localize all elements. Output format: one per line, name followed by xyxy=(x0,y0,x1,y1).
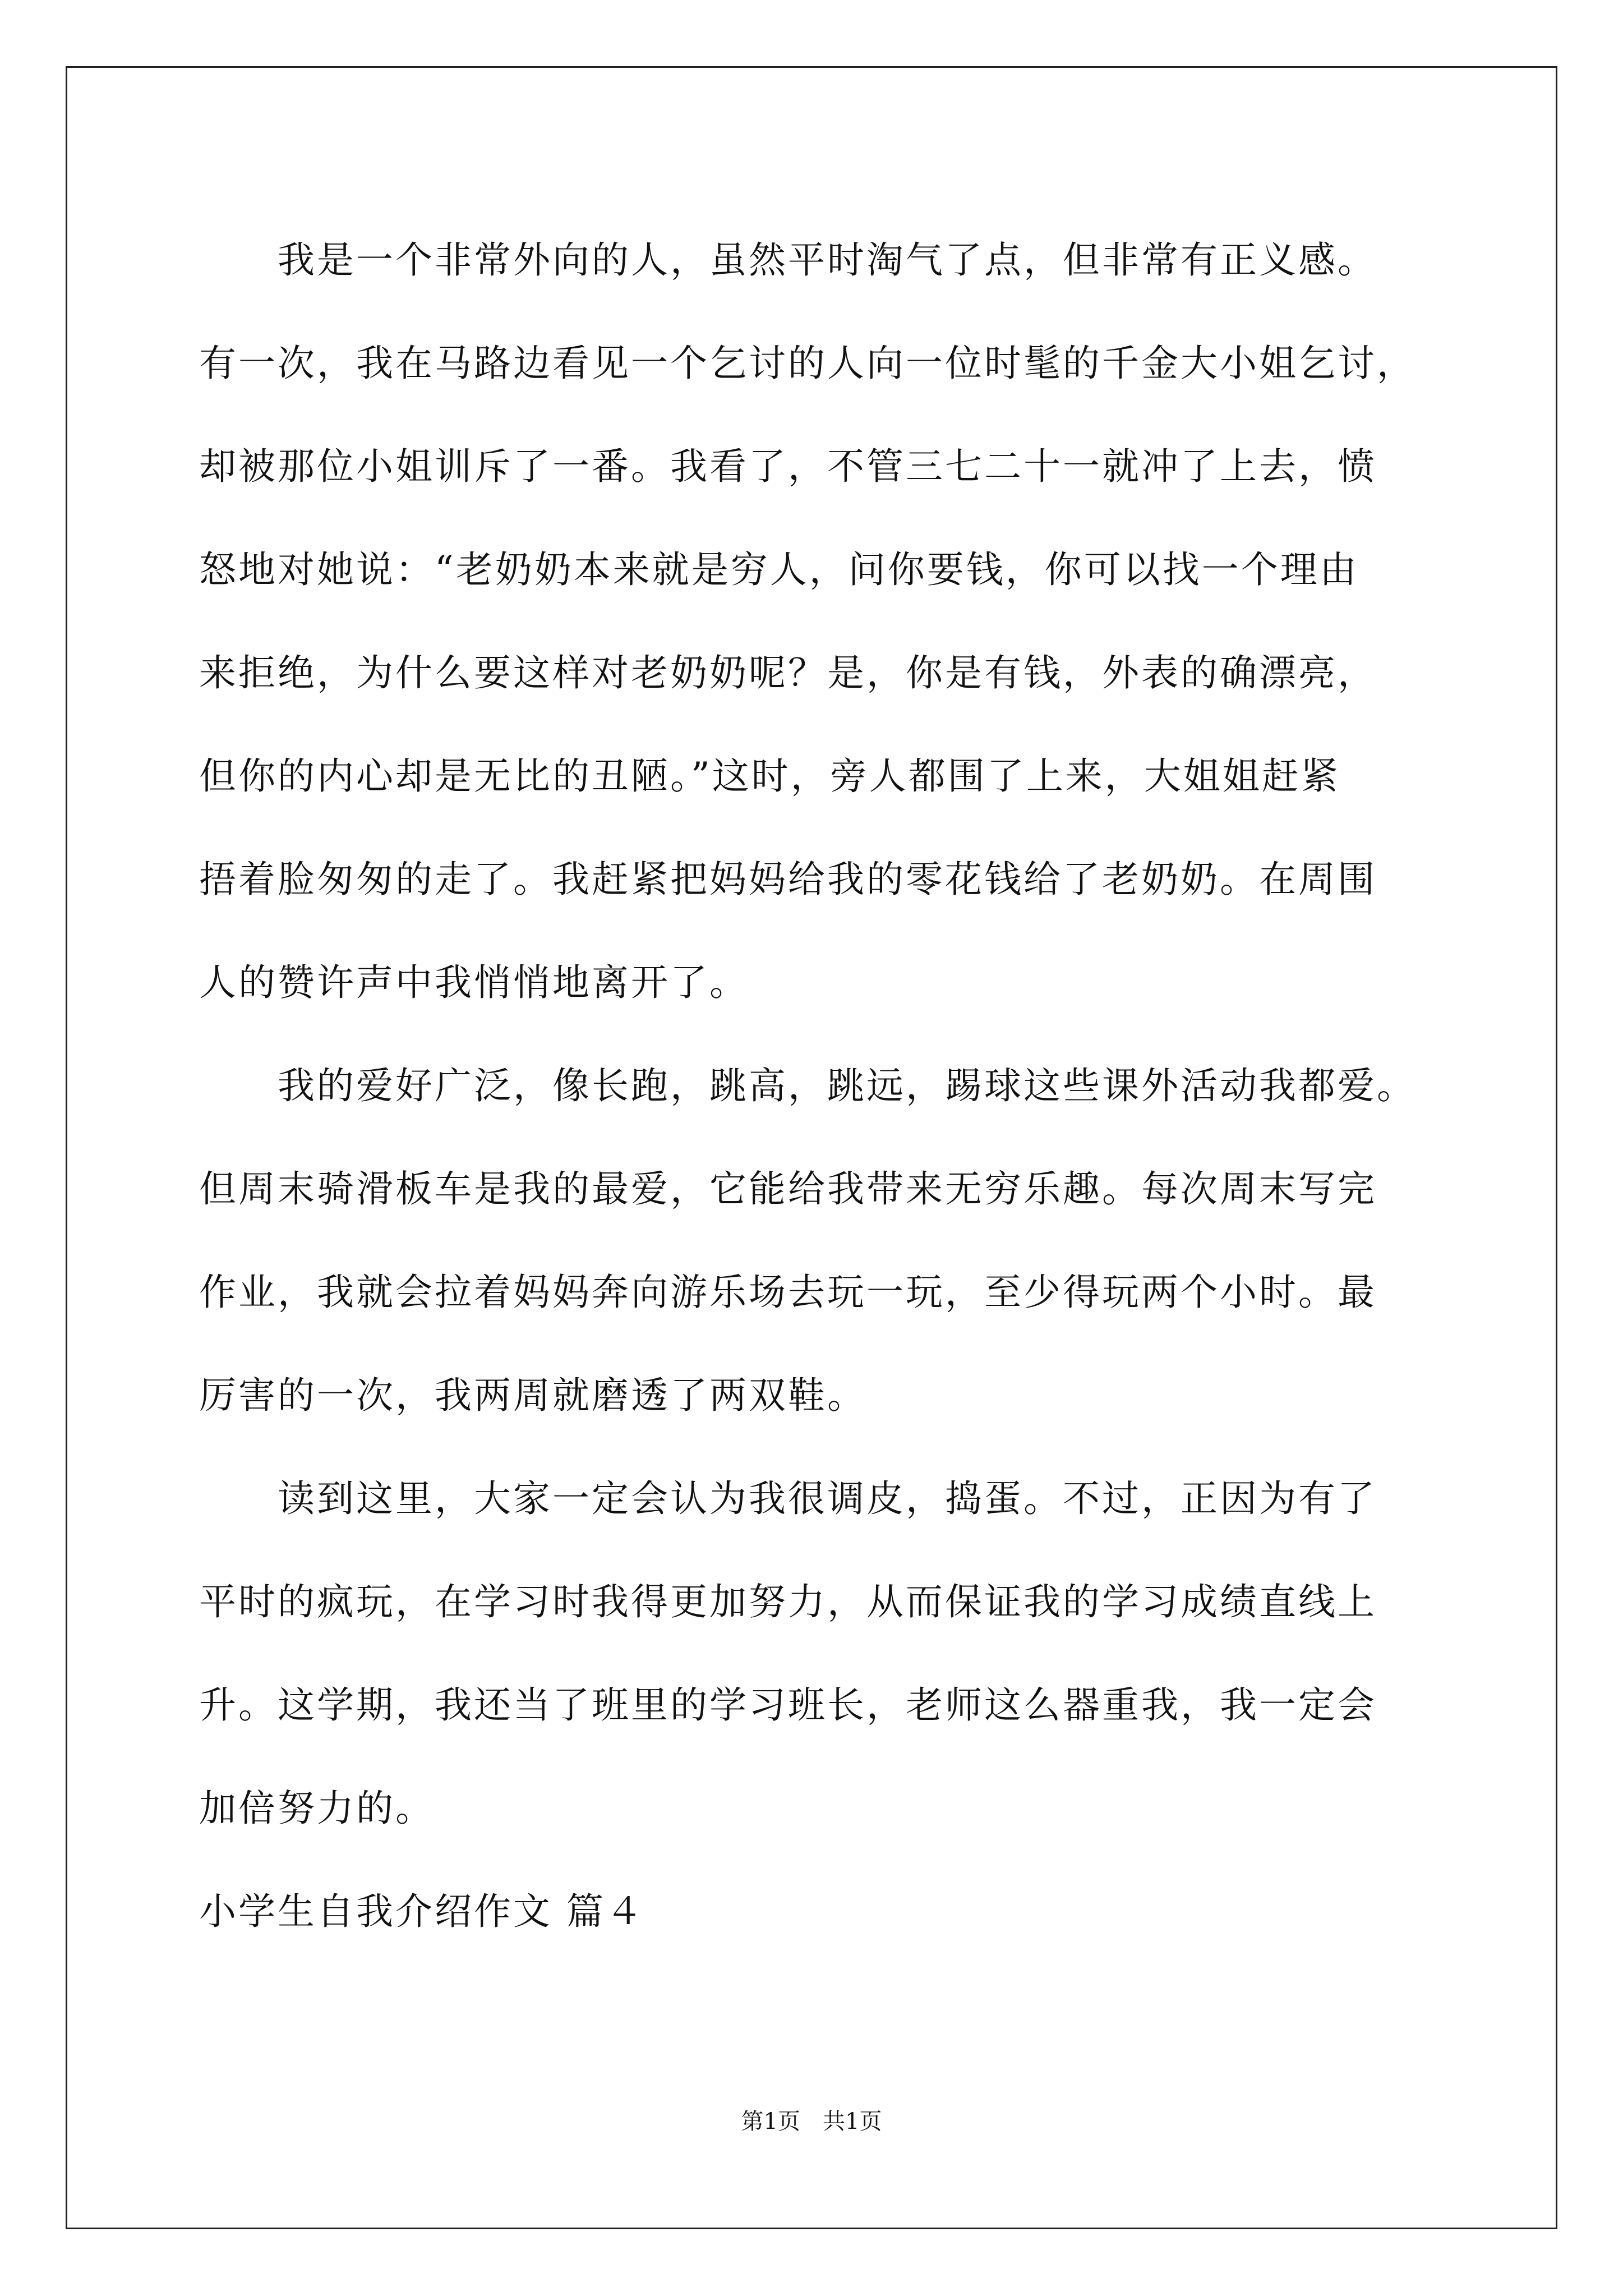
document-body xyxy=(199,209,1433,1963)
text-line: 但你的内心却是无比的丑陋。”这时，旁人都围了上来，大姐姐赶紧 xyxy=(199,754,1340,798)
text-line: 人的赞许声中我悄悄地离开了。 xyxy=(199,961,749,1004)
page-footer: 第1页 共1页 xyxy=(741,2109,882,2134)
text-line: 有一次，我在马路边看见一个乞讨的人向一位时髦的千金大小姐乞讨， xyxy=(199,342,1416,385)
text-line: 我是一个非常外向的人，虽然平时淘气了点，但非常有正义感。 xyxy=(278,238,1377,282)
text-line: 作业，我就会拉着妈妈奔向游乐场去玩一玩，至少得玩两个小时。最 xyxy=(199,1271,1377,1314)
text-line: 怒地对她说：“老奶奶本来就是穷人，问你要钱，你可以找一个理由 xyxy=(199,548,1359,591)
text-line: 来拒绝，为什么要这样对老奶奶呢？是，你是有钱，外表的确漂亮， xyxy=(199,651,1377,694)
text-line: 厉害的一次，我两周就磨透了两双鞋。 xyxy=(199,1374,866,1417)
text-line: 升。这学期，我还当了班里的学习班长，老师这么器重我，我一定会 xyxy=(199,1683,1377,1727)
text-line: 捂着脸匆匆的走了。我赶紧把妈妈给我的零花钱给了老奶奶。在周围 xyxy=(199,858,1377,901)
text-line: 读到这里，大家一定会认为我很调皮，捣蛋。不过，正因为有了 xyxy=(278,1477,1377,1520)
text-line: 平时的疯玩，在学习时我得更加努力，从而保证我的学习成绩直线上 xyxy=(199,1580,1377,1623)
text-line: 但周末骑滑板车是我的最爱，它能给我带来无穷乐趣。每次周末写完 xyxy=(199,1167,1377,1211)
text-line: 我的爱好广泛，像长跑，跳高，跳远，踢球这些课外活动我都爱。 xyxy=(278,1064,1416,1107)
section-heading: 小学生自我介绍作文 篇４ xyxy=(199,1890,645,1933)
text-line: 却被那位小姐训斥了一番。我看了，不管三七二十一就冲了上去，愤 xyxy=(199,445,1377,488)
text-line: 加倍努力的。 xyxy=(199,1787,435,1830)
